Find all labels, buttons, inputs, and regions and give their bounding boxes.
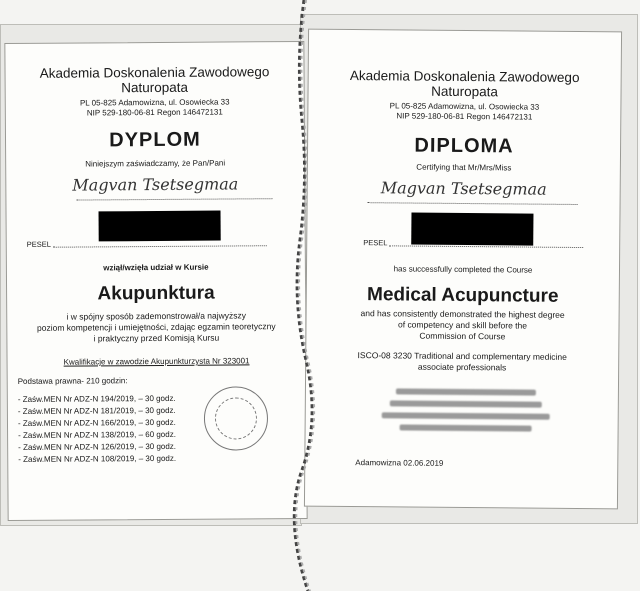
binding-cord — [284, 0, 324, 591]
institution-name — [5, 64, 303, 96]
legal-item: - Zaśw.MEN Nr ADZ-N 126/2019, – 30 godz. — [18, 441, 177, 452]
institution-line-2: Naturopata — [121, 79, 189, 96]
address-line: PL 05-825 Adamowizna, ul. Osowiecka 33 — [79, 97, 230, 108]
address — [308, 101, 620, 124]
isco-line: associate professionals — [417, 361, 507, 373]
page-heading: DIPLOMA — [414, 134, 514, 158]
address — [6, 97, 304, 119]
legal-items-list — [18, 393, 176, 466]
place-date: Adamowizna 02.06.2019 — [355, 458, 444, 468]
redaction-block — [99, 211, 221, 242]
statement-line: Commission of Course — [419, 330, 506, 342]
pesel-label: PESEL — [26, 239, 51, 249]
institution-name — [308, 68, 620, 101]
statement-line: and has consistently demonstrated the highest degree — [360, 308, 565, 320]
diploma-page-english — [304, 29, 622, 510]
nip-regon-line: NIP 529-180-06-81 Regon 146472131 — [86, 107, 223, 118]
address-line: PL 05-825 Adamowizna, ul. Osowiecka 33 — [389, 101, 540, 112]
qualification-text: Kwalifikacje w zawodzie Akupunkturzysta Nr 323001 — [63, 356, 250, 367]
statement-line: of competency and skill before the — [397, 319, 528, 331]
institution-line-2: Naturopata — [431, 83, 499, 100]
institution-line-1: Akademia Doskonalenia Zawodowego — [349, 68, 580, 86]
statement-line: i praktyczny przed Komisją Kursu — [93, 332, 220, 344]
legal-item: - Zaśw.MEN Nr ADZ-N 181/2019, – 30 godz. — [17, 405, 176, 416]
completed-text: has successfully completed the Course — [393, 264, 533, 275]
participated-text: wziął/wzięła udział w Kursie — [103, 262, 209, 273]
round-stamp — [204, 386, 268, 450]
course-name: Akupunktura — [97, 282, 215, 305]
legal-item: - Zaśw.MEN Nr ADZ-N 138/2019, – 60 godz. — [18, 429, 176, 440]
redaction-block — [411, 213, 533, 246]
course-name: Medical Acupuncture — [366, 284, 559, 307]
statement-block — [306, 308, 618, 344]
pesel-dotted-line — [389, 245, 583, 248]
name-dotted-line — [76, 198, 272, 200]
legal-item: - Zaśw.MEN Nr ADZ-N 108/2019, – 30 godz. — [18, 453, 177, 464]
diploma-page-polish — [4, 41, 307, 521]
illegible-stamp-text — [376, 386, 556, 439]
legal-item: - Zaśw.MEN Nr ADZ-N 194/2019, – 30 godz. — [17, 393, 176, 404]
nip-regon-line: NIP 529-180-06-81 Regon 146472131 — [396, 111, 533, 122]
legal-basis-heading: Podstawa prawna- 210 godzin: — [17, 376, 128, 386]
page-heading: DYPLOM — [109, 128, 201, 152]
pesel-label: PESEL — [363, 238, 388, 248]
recipient-name: Magvan Tsetsegmaa — [380, 178, 547, 199]
institution-line-1: Akademia Doskonalenia Zawodowego — [39, 64, 270, 81]
name-dotted-line — [368, 202, 578, 205]
isco-block — [306, 350, 618, 375]
isco-line: ISCO-08 3230 Traditional and complementary medicine — [357, 350, 567, 362]
statement-line: i w spójny sposób zademonstrował/a najwyższy — [66, 310, 247, 322]
pesel-dotted-line — [53, 245, 267, 247]
stamp-inner-ring — [215, 397, 257, 439]
recipient-name: Magvan Tsetsegmaa — [72, 174, 239, 195]
statement-block — [7, 310, 305, 345]
illegible-stamp-marks — [376, 386, 556, 436]
certify-text: Niniejszym zaświadczamy, że Pan/Pani — [85, 158, 226, 169]
statement-line: poziom kompetencji i umiejętności, zdając egzamin teoretyczny — [36, 321, 276, 333]
certify-text: Certifying that Mr/Mrs/Miss — [416, 162, 512, 173]
legal-item: - Zaśw.MEN Nr ADZ-N 166/2019, – 30 godz. — [17, 417, 176, 428]
